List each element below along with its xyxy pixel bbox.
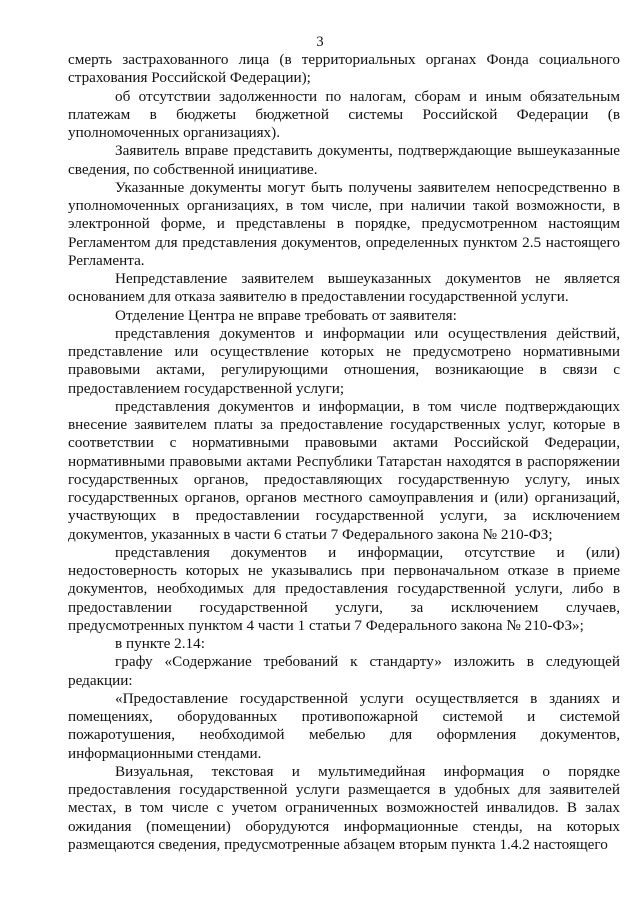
- paragraph: «Предоставление государственной услуги осуществляется в зданиях и помещениях, оборудованных противопожарной системой и системой пожаротушения, необходимой мебелью для оформления документов, информационными стендами.: [68, 689, 620, 762]
- paragraph: графу «Содержание требований к стандарту» изложить в следующей редакции:: [68, 653, 620, 689]
- paragraph: смерть застрахованного лица (в территориальных органах Фонда социального страхования Российской Федерации);: [68, 51, 620, 87]
- document-body: [68, 51, 620, 854]
- page-number: 3: [316, 34, 324, 50]
- paragraph: представления документов и информации, отсутствие и (или) недостоверность которых не указывались при первоначальном отказе в приеме документов, необходимых для предоставления государственной услуги, либо в предоставлении государственной услуги, за исключением случаев, предусмотренных пунктом 4 части 1 статьи 7 Федерального закона № 210-ФЗ»;: [68, 543, 620, 634]
- paragraph: Визуальная, текстовая и мультимедийная информация о порядке предоставления государственной услуги размещается в удобных для заявителей местах, в том числе с учетом ограниченных возможностей инвалидов. В залах ожидания (помещении) оборудуются информационные стенды, на которых размещаются сведения, предусмотренные абзацем вторым пункта 1.4.2 настоящего: [68, 762, 620, 853]
- paragraph: в пункте 2.14:: [115, 635, 205, 652]
- paragraph: представления документов и информации, в том числе подтверждающих внесение заявителем платы за предоставление государственных услуг, которые в соответствии с нормативными правовыми актами Российской Федерации, нормативными правовыми актами Республики Татарстан находятся в распоряжении государственных органов, предоставляющих государственную услугу, иных государственных органов, органов местного самоуправления и (или) организаций, участвующих в предоставлении государственной услуги, за исключением документов, указанных в части 6 статьи 7 Федерального закона № 210-ФЗ;: [68, 397, 620, 543]
- paragraph: Непредставление заявителем вышеуказанных документов не является основанием для отказа заявителю в предоставлении государственной услуги.: [68, 270, 620, 306]
- paragraph: представления документов и информации или осуществления действий, представление или осуществление которых не предусмотрено нормативными правовыми актами, регулирующими отношения, возникающие в связи с предоставлением государственной услуги;: [68, 324, 620, 397]
- paragraph: об отсутствии задолженности по налогам, сборам и иным обязательным платежам в бюджеты бюджетной системы Российской Федерации (в уполномоченных организациях).: [68, 87, 620, 141]
- paragraph: Отделение Центра не вправе требовать от заявителя:: [115, 306, 457, 324]
- paragraph: Заявитель вправе представить документы, подтверждающие вышеуказанные сведения, по собственной инициативе.: [68, 142, 620, 178]
- paragraph: Указанные документы могут быть получены заявителем непосредственно в уполномоченных организациях, в том числе, при наличии такой возможности, в электронной форме, и представлены в порядке, предусмотренном настоящим Регламентом для представления документов, определенных пунктом 2.5 настоящего Регламента.: [68, 178, 620, 269]
